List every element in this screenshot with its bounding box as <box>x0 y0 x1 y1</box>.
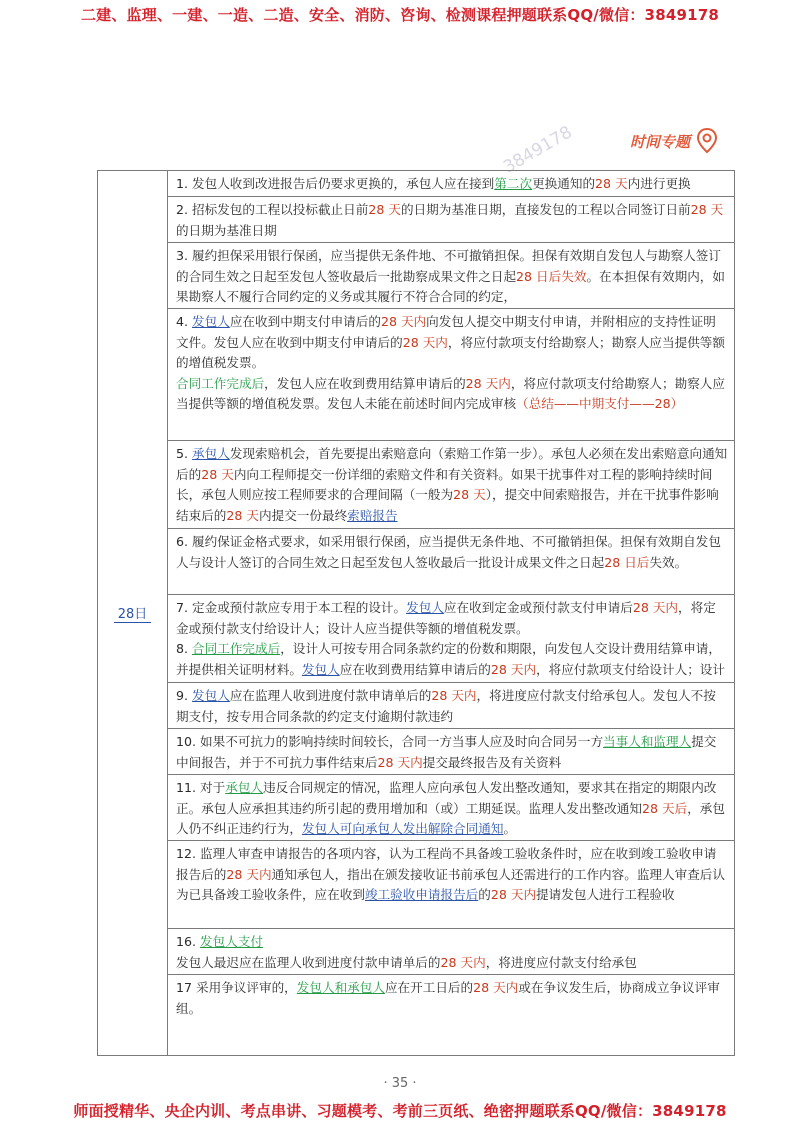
day-column <box>98 171 168 1055</box>
table-rows <box>168 171 734 1055</box>
highlighted-text: 发包人和承包人 <box>296 980 385 995</box>
highlighted-text: 承包人 <box>192 446 230 461</box>
highlighted-text: 28 天内 <box>490 887 537 902</box>
row-text <box>176 598 728 639</box>
table-row <box>168 929 734 975</box>
table-row <box>168 441 734 529</box>
text-segment: 失效。 <box>649 554 688 570</box>
highlighted-text: 竣工验收申请报告后 <box>364 887 479 902</box>
text-segment: 5. <box>176 446 193 461</box>
table-row <box>168 309 734 441</box>
highlighted-text: （总结——中期支付——28） <box>516 396 684 411</box>
time-table <box>97 170 735 1056</box>
text-segment: ，将进度应付款支付给承包 <box>485 954 637 970</box>
text-segment: 1. 发包人收到改进报告后仍要求更换的，承包人应在接到 <box>176 176 495 191</box>
highlighted-text: 28 天 <box>690 202 724 217</box>
table-row <box>168 975 734 1021</box>
highlighted-text: 28 天 <box>201 466 234 482</box>
highlighted-text: 28 天 <box>595 176 628 191</box>
text-segment: 的日期为基准日期 <box>176 222 277 238</box>
highlighted-text: 发包人支付 <box>200 934 264 949</box>
text-segment: ），提交中间索赔报告，并在干扰事件影响结束后的 <box>176 487 719 523</box>
row-text <box>176 200 728 241</box>
text-segment: 4. <box>176 314 193 329</box>
highlighted-text: 承包人 <box>225 780 264 795</box>
text-segment: 3. 履约担保采用银行保函，应当提供无条件地、不可撤销担保。担保有效期自发包人与勘察人签订的合同生效之日起至发包人签收最后一批勘察成果文件之日起 <box>176 248 721 284</box>
highlighted-text: 合同工作完成后 <box>192 641 281 656</box>
highlighted-text: 当事人和监理人 <box>603 734 692 749</box>
highlighted-text: 28 天内 <box>473 980 519 995</box>
highlighted-text: 28 天内 <box>402 334 448 350</box>
text-segment: 11. 对于 <box>176 780 226 795</box>
row-text <box>176 686 728 727</box>
row-text <box>176 978 728 1019</box>
row-text <box>176 778 728 840</box>
row-text <box>176 246 728 308</box>
highlighted-text: 28 天内 <box>431 688 477 703</box>
highlighted-text: 发包人 <box>406 600 444 615</box>
top-contact-banner: 二建、监理、一建、一造、二造、安全、消防、咨询、检测课程押题联系QQ/微信：3849178 <box>80 6 720 24</box>
text-segment: 7. 定金或预付款应专用于本工程的设计。 <box>176 600 407 615</box>
row-text <box>176 174 728 195</box>
highlighted-text: 发包人 <box>192 688 230 703</box>
text-segment: ，将应付款项支付给勘察人；勘察人应当提供等额的增值税发票。发包人未能在前述时间内完成审核 <box>176 375 725 411</box>
text-segment: 应在收到定金或预付款支付申请后 <box>443 600 633 615</box>
text-segment: 17 采用争议评审的， <box>176 980 297 995</box>
text-segment: 发包人最迟应在监理人收到进度付款申请单后的 <box>176 954 441 970</box>
text-segment: 的 <box>478 887 491 902</box>
row-text <box>176 374 728 415</box>
text-segment: 16. <box>176 934 201 949</box>
highlighted-text: 第二次 <box>494 176 533 191</box>
text-segment: 8. <box>176 641 193 656</box>
highlighted-text: 28 天 <box>226 507 259 523</box>
highlighted-text: 索赔报告 <box>347 507 398 523</box>
bottom-contact-banner: 师面授精华、央企内训、考点串讲、习题模考、考前三页纸、绝密押题联系QQ/微信：3849178 <box>73 1102 727 1120</box>
highlighted-text: 28 日后 <box>604 554 650 570</box>
text-segment: ，将应付款项支付给设计人；设计 <box>536 661 725 677</box>
table-row <box>168 243 734 309</box>
text-segment: 应在收到费用结算申请后的 <box>339 661 491 677</box>
highlighted-text: 发包人可向承包人发出解除合同通知 <box>301 821 504 836</box>
highlighted-text: 28 天内 <box>377 754 423 770</box>
text-segment: 应在监理人收到进度付款申请单后的 <box>229 688 432 703</box>
row-text <box>176 532 728 573</box>
text-segment: 的日期为基准日期，直接发包的工程以合同签订日前 <box>400 202 691 217</box>
text-segment: 10. 如果不可抗力的影响持续时间较长，合同一方当事人应及时向合同另一方 <box>176 734 604 749</box>
table-row <box>168 171 734 197</box>
highlighted-text: 28 日后失效 <box>516 268 587 284</box>
row-text <box>176 732 728 773</box>
table-row <box>168 197 734 243</box>
highlighted-text: 28 天内 <box>380 314 427 329</box>
text-segment: 通知承包人，指出在颁发接收证书前承包人还需进行的工作内容。监理人审查后认为已具备竣工验收条件，应在收到 <box>176 866 725 902</box>
text-segment: 内向工程师提交一份详细的索赔文件和有关资料。如果干扰事件对工程的影响持续时间长，承包人则应按工程师要求的合理间隔（一般为 <box>176 466 713 502</box>
text-segment: 或在争议发生后，协商成立争议评审组。 <box>176 980 720 1016</box>
row-text <box>176 844 728 906</box>
highlighted-text: 28 天内 <box>490 661 537 677</box>
table-row <box>168 841 734 929</box>
highlighted-text: 28 天 <box>453 487 486 502</box>
highlighted-text: 28 天 <box>368 202 401 217</box>
text-segment: 。在本担保有效期内，如果勘察人不履行合同约定的义务或其履行不符合合同的约定， <box>176 268 725 304</box>
table-row <box>168 729 734 775</box>
watermark: 3849178 <box>500 122 576 178</box>
text-segment: ，将定金或预付款支付给设计人；设计人应当提供等额的增值税发票。 <box>176 600 716 636</box>
text-segment: ，发包人应在收到费用结算申请后的 <box>264 375 466 391</box>
highlighted-text: 发包人 <box>301 661 340 677</box>
highlighted-text: 28 天内 <box>226 866 272 882</box>
text-segment: 2. 招标发包的工程以投标截止日前 <box>176 202 369 217</box>
text-segment: ，设计人可按专用合同条款约定的份数和期限，向发包人交设计费用结算申请，并提供相关证明材料。 <box>176 641 721 677</box>
text-segment: 应在收到中期支付申请后的 <box>229 314 381 329</box>
text-segment: 。 <box>503 821 517 836</box>
text-segment: 违反合同规定的情况，监理人应向承包人发出整改通知，要求其在指定的期限内改正。承包人应承担其违约所引起的费用增加和（或）工期延误。监理人发出整改通知 <box>176 780 717 816</box>
highlighted-text: 28 天后 <box>641 800 688 816</box>
table-row <box>168 595 734 683</box>
text-segment: 提请发包人进行工程验收 <box>536 887 675 902</box>
text-segment: 发现索赔机会，首先要提出索赔意向（索赔工作第一步）。承包人必须在发出索赔意向通知后的 <box>176 446 728 482</box>
table-row <box>168 683 734 729</box>
page-number: · 35 · <box>383 1076 417 1091</box>
text-segment: ，承包人仍不纠正违约行为， <box>176 800 725 836</box>
highlighted-text: 28 天内 <box>632 600 679 615</box>
text-segment: 内进行更换 <box>627 176 691 191</box>
row-text <box>176 953 728 974</box>
text-segment: 向发包人提交中期支付申请，并附相应的支持性证明文件。发包人应在收到中期支付申请后的 <box>176 314 716 350</box>
row-text <box>176 639 728 683</box>
text-segment: 12. 监理人审查申请报告的各项内容，认为工程尚不具备竣工验收条件时，应在收到竣工验收申请报告后的 <box>176 846 717 882</box>
text-segment: 更换通知的 <box>532 176 596 191</box>
day-label: 28日 <box>114 603 152 623</box>
highlighted-text: 合同工作完成后 <box>176 375 265 391</box>
text-segment: ，将应付款项支付给勘察人；勘察人应当提供等额的增值税发票。 <box>176 334 725 370</box>
text-segment: 9. <box>176 688 193 703</box>
row-text <box>176 312 728 374</box>
row-text <box>176 444 728 526</box>
highlighted-text: 发包人 <box>192 314 230 329</box>
location-pin-icon <box>696 128 718 154</box>
text-segment: 应在开工日后的 <box>384 980 474 995</box>
text-segment: 6. 履约保证金格式要求，如采用银行保函，应当提供无条件地、不可撤销担保。担保有效期自发包人与设计人签订的合同生效之日起至发包人签收最后一批设计成果文件之日起 <box>176 534 721 570</box>
highlighted-text: 28 天内 <box>440 954 486 970</box>
topic-label: 时间专题 <box>630 132 691 151</box>
text-segment: 提交最终报告及有关资料 <box>422 754 562 770</box>
text-segment: 内提交一份最终 <box>259 507 348 523</box>
topic-tag <box>630 128 718 154</box>
text-segment: ，将进度应付款支付给承包人。发包人不按期支付，按专用合同条款的约定支付逾期付款违约 <box>176 688 716 724</box>
table-row <box>168 529 734 595</box>
row-text <box>176 932 728 953</box>
table-row <box>168 775 734 841</box>
highlighted-text: 28 天内 <box>465 375 511 391</box>
text-segment: 提交中间报告，并于不可抗力事件结束后 <box>176 734 717 770</box>
